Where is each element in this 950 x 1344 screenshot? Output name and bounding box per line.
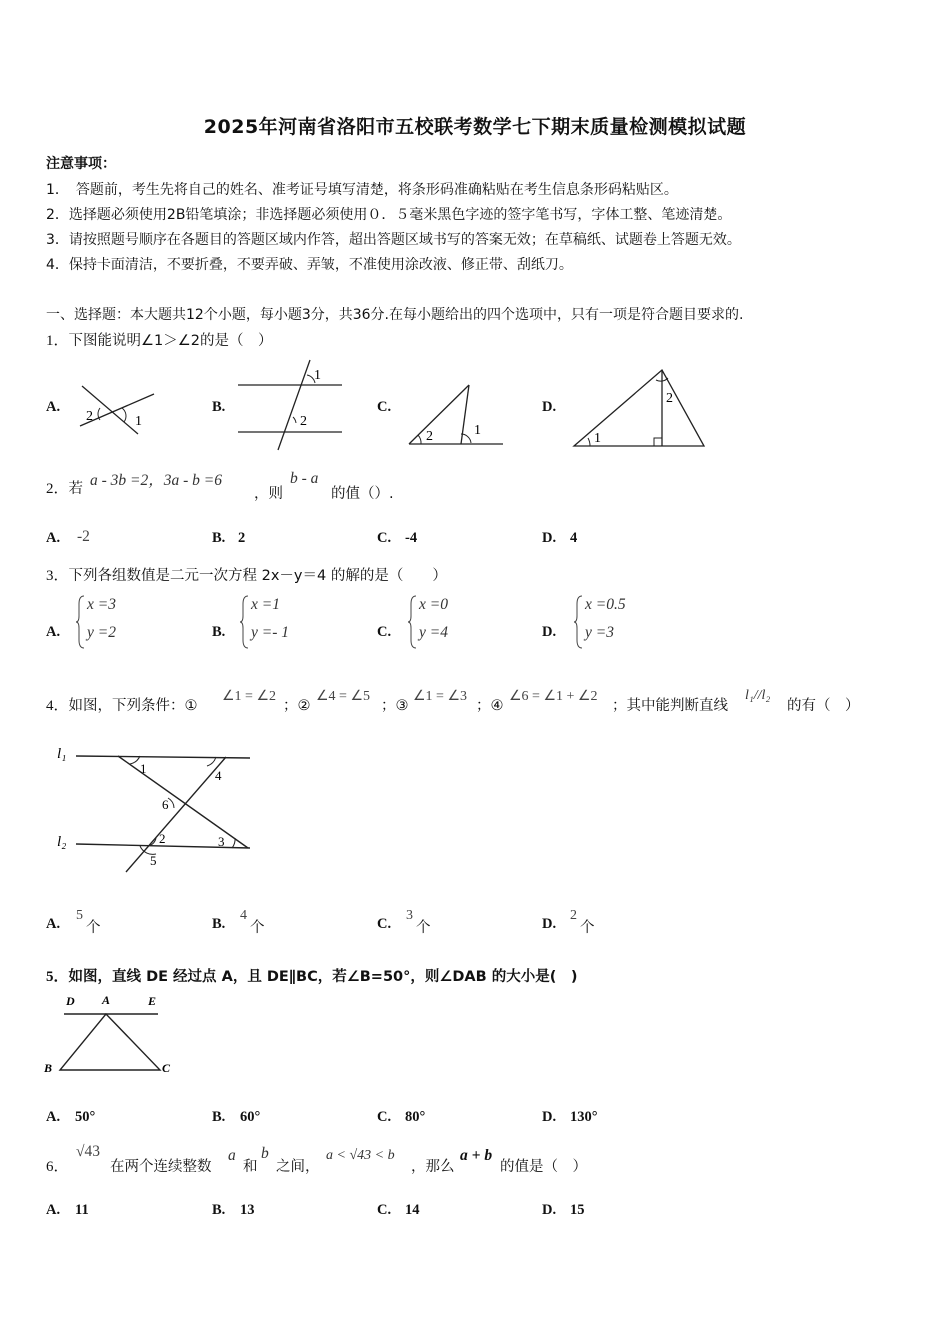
condition-2: ∠4 = ∠5	[316, 689, 370, 704]
point-label: D	[66, 994, 75, 1008]
option-label: D.	[542, 916, 557, 932]
option-unit: 个	[250, 920, 265, 936]
option-value: 13	[240, 1202, 255, 1218]
sum-expression: a + b	[460, 1147, 493, 1164]
question-2	[46, 477, 83, 498]
question-text: 如图，直线 DE 经过点 A，且 DE∥BC，若∠B=50°，则∠DAB 的大小是( )	[68, 969, 578, 985]
option-label: C.	[377, 916, 392, 932]
notes-heading: 注意事项：	[46, 156, 116, 172]
page-title: 2025年河南省洛阳市五校联考数学七下期末质量检测模拟试题	[203, 116, 747, 138]
option-value: 14	[405, 1202, 420, 1218]
option-value: 3	[406, 908, 413, 923]
option-value: -4	[405, 530, 418, 546]
option-value: 130°	[570, 1109, 598, 1125]
option-value: 11	[75, 1202, 89, 1218]
note-item: 3．请按照题号顺序在各题目的答题区域内作答，超出答题区域书写的答案无效；在草稿纸、试题卷上答题无效。	[46, 232, 741, 248]
angle-label: 2	[666, 391, 673, 406]
question-text: 下列各组数值是二元一次方程 2x－y＝4 的解的是（ ）	[68, 568, 447, 584]
equation-system	[240, 594, 320, 650]
option-unit: 个	[580, 920, 595, 936]
angle-label: 1	[140, 761, 147, 776]
equation-line: x =0	[419, 596, 448, 613]
option-label: A.	[46, 1109, 61, 1125]
option-label: A.	[46, 1202, 61, 1218]
note-item: 1． 答题前，考生先将自己的姓名、准考证号填写清楚，将条形码准确粘贴在考生信息条形码粘贴区。	[46, 182, 678, 198]
question-text: 如图，下列条件：①	[68, 698, 198, 714]
option-label: C.	[377, 624, 392, 640]
option-value: -2	[77, 528, 90, 545]
equation-line: y =3	[585, 624, 614, 641]
brace-icon	[240, 594, 250, 650]
brace-icon	[408, 594, 418, 650]
option-label: D.	[542, 399, 557, 415]
question-text: 若	[68, 481, 84, 497]
question-text: 和	[243, 1159, 258, 1175]
question-text: ；④	[476, 698, 504, 714]
figure-q1-b	[234, 358, 346, 454]
parallel-condition: l₁//l₂	[745, 688, 771, 703]
question-number: 5．	[46, 969, 69, 985]
equation-line: y =- 1	[251, 624, 290, 641]
condition-3: ∠1 = ∠3	[413, 689, 467, 704]
question-5	[46, 965, 578, 986]
option-label: B.	[212, 1109, 226, 1125]
line-label: l₂	[57, 834, 67, 850]
equation-line: x =0.5	[585, 596, 626, 613]
sqrt-expression: √43	[76, 1143, 101, 1160]
question-text: 的值是（ ）	[500, 1159, 587, 1175]
figure-q4	[52, 738, 264, 880]
equation-line: x =1	[251, 596, 280, 613]
question-text: ；②	[283, 698, 311, 714]
point-label: E	[148, 994, 157, 1008]
point-label: C	[162, 1061, 171, 1075]
question-text: 下图能说明∠1＞∠2的是（ ）	[68, 333, 273, 349]
note-item: 2．选择题必须使用2B铅笔填涂；非选择题必须使用０．５毫米黑色字迹的签字笔书写，字体工整、笔迹清楚。	[46, 207, 732, 223]
note-item: 4．保持卡面清洁，不要折叠，不要弄破、弄皱，不准使用涂改液、修正带、刮纸刀。	[46, 257, 573, 273]
equation-line: x =3	[87, 596, 116, 613]
option-value: 15	[570, 1202, 585, 1218]
option-value: 50°	[75, 1109, 96, 1125]
equation-system	[408, 594, 478, 650]
figure-q1-c	[405, 381, 505, 449]
angle-label: 2	[159, 831, 166, 846]
question-text: ；③	[381, 698, 409, 714]
question-text: ；其中能判断直线	[612, 698, 728, 714]
math-expression: b - a	[290, 470, 319, 487]
angle-label: 1	[314, 368, 321, 383]
section-heading: 一、选择题：本大题共12个小题，每小题3分，共36分.在每小题给出的四个选项中，只有一项是符合题目要求的.	[46, 307, 744, 323]
option-label: A.	[46, 916, 61, 932]
option-value: 4	[570, 530, 578, 546]
option-label: D.	[542, 1202, 557, 1218]
question-text: ，则	[254, 486, 283, 502]
question-3	[46, 564, 447, 585]
variable-b: b	[261, 1145, 269, 1162]
option-label: B.	[212, 1202, 226, 1218]
angle-label: 5	[150, 853, 157, 868]
angle-label: 2	[426, 429, 433, 444]
question-text: 之间，	[276, 1159, 320, 1175]
option-label: B.	[212, 916, 226, 932]
point-label: B	[44, 1061, 53, 1075]
angle-label: 4	[215, 768, 222, 783]
question-text: 在两个连续整数	[110, 1159, 212, 1175]
question-text: ，那么	[411, 1159, 455, 1175]
variable-a: a	[228, 1147, 236, 1164]
condition-1: ∠1 = ∠2	[222, 689, 276, 704]
option-value: 2	[238, 530, 246, 546]
question-text: 的有（ ）	[787, 698, 860, 714]
option-label: C.	[377, 530, 392, 546]
equation-system	[76, 594, 136, 650]
option-value: 4	[240, 908, 247, 923]
equation-line: y =4	[419, 624, 448, 641]
angle-label: 2	[86, 409, 93, 424]
figure-q1-a	[76, 380, 162, 440]
option-label: C.	[377, 399, 392, 415]
option-label: A.	[46, 624, 61, 640]
equation-line: y =2	[87, 624, 116, 641]
question-number: 1．	[46, 333, 69, 349]
option-unit: 个	[416, 920, 431, 936]
condition-4: ∠6 = ∠1 + ∠2	[509, 689, 598, 704]
angle-label: 1	[135, 414, 142, 429]
option-label: D.	[542, 1109, 557, 1125]
line-label: l₁	[57, 746, 67, 762]
option-label: D.	[542, 530, 557, 546]
question-4	[46, 694, 198, 715]
option-value: 2	[570, 908, 577, 923]
option-label: D.	[542, 624, 557, 640]
option-label: B.	[212, 530, 226, 546]
question-6	[46, 1155, 69, 1176]
option-value: 5	[76, 908, 83, 923]
question-number: 2．	[46, 481, 69, 497]
angle-label: 2	[300, 414, 307, 429]
brace-icon	[574, 594, 584, 650]
equation-system	[574, 594, 654, 650]
question-number: 4．	[46, 698, 69, 714]
angle-label: 3	[218, 834, 225, 849]
option-value: 80°	[405, 1109, 426, 1125]
question-number: 3．	[46, 568, 69, 584]
question-number: 6．	[46, 1159, 69, 1175]
question-1	[46, 329, 272, 350]
option-label: B.	[212, 624, 226, 640]
figure-q1-d	[570, 364, 708, 450]
point-label: A	[102, 993, 111, 1007]
option-unit: 个	[86, 920, 101, 936]
option-label: C.	[377, 1202, 392, 1218]
angle-label: 1	[474, 423, 481, 438]
figure-q5	[40, 990, 176, 1078]
option-label: A.	[46, 530, 61, 546]
angle-label: 6	[162, 797, 169, 812]
angle-label: 1	[594, 431, 601, 446]
inequality: a < √43 < b	[326, 1148, 395, 1163]
option-label: C.	[377, 1109, 392, 1125]
brace-icon	[76, 594, 86, 650]
math-condition: a - 3b =2，3a - b =6	[90, 472, 222, 489]
option-label: B.	[212, 399, 226, 415]
question-text: 的值（）.	[331, 486, 394, 502]
option-value: 60°	[240, 1109, 261, 1125]
option-label: A.	[46, 399, 61, 415]
